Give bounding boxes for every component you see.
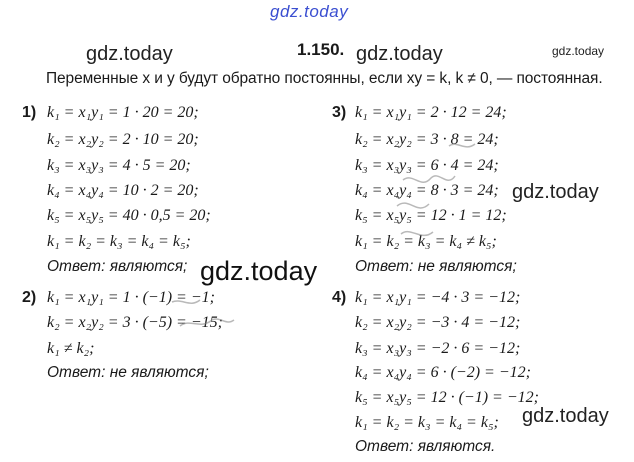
watermark-header-right: gdz.today [552, 44, 605, 58]
pencil-scribble-part-2 [160, 290, 250, 340]
part-1-answer: Ответ: являются; [47, 258, 188, 275]
part-1-label: 1) [22, 104, 37, 121]
part-2-line-3: k₁ ≠ k₂; [47, 340, 95, 357]
part-2-answer: Ответ: не являются; [47, 364, 209, 381]
part-1-line-4: k₄ = x₄y₄ = 10 · 2 = 20; [47, 182, 199, 199]
part-3-answer: Ответ: не являются; [355, 258, 517, 275]
part-4-line-5: k₅ = x₅y₅ = 12 · (−1) = −12; [355, 389, 539, 406]
part-3-line-6: k₁ = k₂ = k₃ = k₄ ≠ k₅; [355, 233, 497, 250]
part-1-line-3: k₃ = x₃y₃ = 4 · 5 = 20; [47, 157, 191, 174]
part-3-line-4: k₄ = x₄y₄ = 8 · 3 = 24; [355, 182, 499, 199]
part-3-line-5: k₅ = x₅y₅ = 12 · 1 = 12; [355, 207, 507, 224]
watermark-header-left: gdz.today [86, 43, 173, 65]
part-4-line-3: k₃ = x₃y₃ = −2 · 6 = −12; [355, 340, 521, 357]
part-4-label: 4) [332, 289, 347, 306]
watermark-top: gdz.today [270, 2, 349, 21]
part-3-line-2: k₂ = x₂y₂ = 3 · 8 = 24; [355, 131, 499, 148]
part-4-answer: Ответ: являются. [355, 438, 496, 455]
part-1-line-5: k₅ = x₅y₅ = 40 · 0,5 = 20; [47, 207, 211, 224]
part-3-line-3: k₃ = x₃y₃ = 6 · 4 = 24; [355, 157, 499, 174]
problem-intro: Переменные x и y будут обратно постоянны, если xy = k, k ≠ 0, — постоянная. [46, 70, 603, 87]
part-2-label: 2) [22, 289, 37, 306]
part-3-line-1: k₁ = x₁y₁ = 2 · 12 = 24; [355, 104, 507, 121]
part-4-line-2: k₂ = x₂y₂ = −3 · 4 = −12; [355, 314, 521, 331]
watermark-center: gdz.today [200, 256, 318, 286]
problem-title: 1.150. [297, 40, 345, 59]
part-1-line-6: k₁ = k₂ = k₃ = k₄ = k₅; [47, 233, 191, 250]
part-4-line-6: k₁ = k₂ = k₃ = k₄ = k₅; [355, 414, 499, 431]
part-1-line-1: k₁ = x₁y₁ = 1 · 20 = 20; [47, 104, 199, 121]
part-2-line-2: k₂ = x₂y₂ = 3 · (−5) = −15; [47, 314, 223, 331]
watermark-header-mid: gdz.today [356, 43, 443, 65]
pencil-scribble-part-3 [395, 132, 515, 252]
part-4-line-4: k₄ = x₄y₄ = 6 · (−2) = −12; [355, 364, 531, 381]
watermark-mid-right: gdz.today [512, 181, 599, 203]
watermark-bottom-right: gdz.today [522, 405, 609, 427]
part-2-line-1: k₁ = x₁y₁ = 1 · (−1) = −1; [47, 289, 215, 306]
part-4-line-1: k₁ = x₁y₁ = −4 · 3 = −12; [355, 289, 521, 306]
part-1-line-2: k₂ = x₂y₂ = 2 · 10 = 20; [47, 131, 199, 148]
part-3-label: 3) [332, 104, 347, 121]
